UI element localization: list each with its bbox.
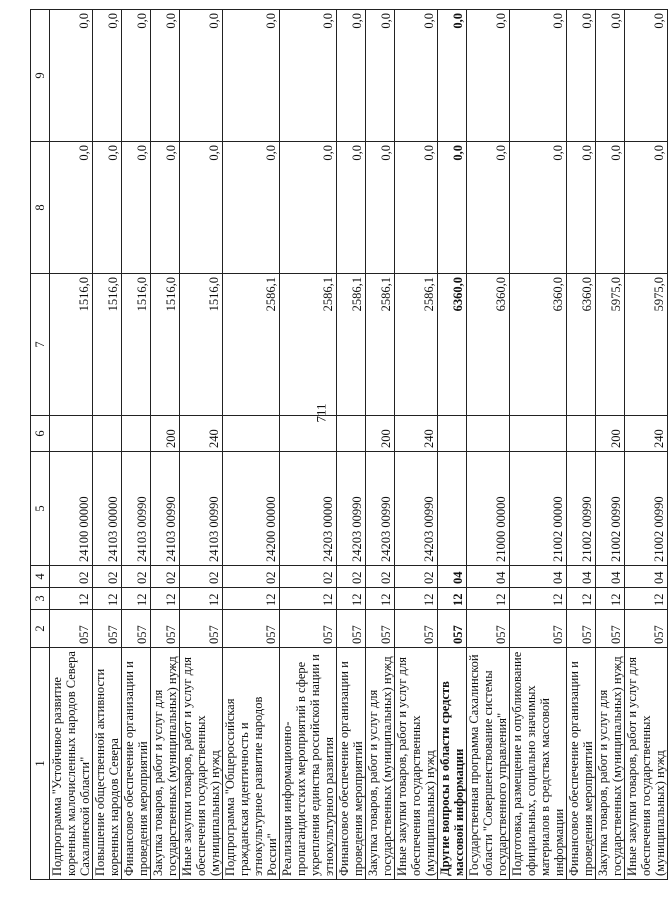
row-name: Подпрограмма "Общероссийская гражданская идентичность и этнокультурное развитие народов России": [223, 648, 280, 880]
row-amount-1: 2586,1: [280, 274, 337, 416]
row-expense-type: [223, 416, 280, 452]
row-amount-1: 1516,0: [180, 274, 223, 416]
row-amount-3: 0,0: [122, 10, 151, 142]
row-name: Подготовка, размещение и опубликование официальных, социально значимых материалов в средствах массовой информации: [510, 648, 567, 880]
row-amount-2: 0,0: [567, 142, 596, 274]
row-amount-2: 0,0: [366, 142, 395, 274]
row-name: Закупка товаров, работ и услуг для государственных (муниципальных) нужд: [151, 648, 180, 880]
row-admin-code: 057: [510, 610, 567, 648]
col-header-8: 8: [31, 142, 50, 274]
row-subsection: 02: [50, 566, 93, 588]
row-subsection: 04: [625, 566, 668, 588]
row-expense-type: [337, 416, 366, 452]
row-expense-type: 240: [180, 416, 223, 452]
row-amount-2: 0,0: [50, 142, 93, 274]
row-amount-3: 0,0: [366, 10, 395, 142]
row-target-article: 24203 00990: [337, 452, 366, 566]
row-section: 12: [438, 588, 467, 610]
row-amount-2: 0,0: [280, 142, 337, 274]
row-admin-code: 057: [366, 610, 395, 648]
row-admin-code: 057: [50, 610, 93, 648]
row-expense-type: 200: [596, 416, 625, 452]
row-subsection: 02: [395, 566, 438, 588]
row-amount-1: 5975,0: [625, 274, 668, 416]
row-section: 12: [280, 588, 337, 610]
row-target-article: [438, 452, 467, 566]
row-amount-3: 0,0: [280, 10, 337, 142]
row-name: Иные закупки товаров, работ и услуг для обеспечения государственных (муниципальных) нужд: [180, 648, 223, 880]
row-expense-type: 200: [151, 416, 180, 452]
table-row: [50, 10, 93, 880]
row-section: 12: [567, 588, 596, 610]
row-amount-3: 0,0: [625, 10, 668, 142]
row-subsection: 02: [93, 566, 122, 588]
row-section: 12: [467, 588, 510, 610]
row-expense-type: [438, 416, 467, 452]
row-target-article: 24203 00990: [366, 452, 395, 566]
row-amount-2: 0,0: [93, 142, 122, 274]
rotated-page: [30, 10, 667, 880]
table-row: [467, 10, 510, 880]
row-amount-3: 0,0: [467, 10, 510, 142]
row-name: Подпрограмма "Устойчивое развитие коренных малочисленных народов Севера Сахалинской области": [50, 648, 93, 880]
row-expense-type: 240: [625, 416, 668, 452]
row-target-article: 21002 00990: [596, 452, 625, 566]
row-admin-code: 057: [438, 610, 467, 648]
row-admin-code: 057: [596, 610, 625, 648]
table-row: [93, 10, 122, 880]
row-amount-2: 0,0: [510, 142, 567, 274]
table-row: [337, 10, 366, 880]
row-target-article: 24100 00000: [50, 452, 93, 566]
row-section: 12: [366, 588, 395, 610]
row-amount-1: 5975,0: [596, 274, 625, 416]
row-subsection: 02: [366, 566, 395, 588]
row-section: 12: [625, 588, 668, 610]
col-header-2: 2: [31, 610, 50, 648]
row-section: 12: [510, 588, 567, 610]
row-admin-code: 057: [223, 610, 280, 648]
col-header-3: 3: [31, 588, 50, 610]
row-amount-2: 0,0: [337, 142, 366, 274]
row-target-article: 21002 00990: [567, 452, 596, 566]
col-header-6: 6: [31, 416, 50, 452]
row-name: Иные закупки товаров, работ и услуг для обеспечения государственных (муниципальных) нужд: [395, 648, 438, 880]
table-row: [567, 10, 596, 880]
row-admin-code: 057: [567, 610, 596, 648]
row-admin-code: 057: [280, 610, 337, 648]
row-amount-2: 0,0: [395, 142, 438, 274]
col-header-5: 5: [31, 452, 50, 566]
row-name: Финансовое обеспечение организации и проведения мероприятий: [337, 648, 366, 880]
row-section: 12: [93, 588, 122, 610]
row-name: Иные закупки товаров, работ и услуг для обеспечения государственных (муниципальных) нужд: [625, 648, 668, 880]
row-amount-3: 0,0: [567, 10, 596, 142]
col-header-4: 4: [31, 566, 50, 588]
row-admin-code: 057: [151, 610, 180, 648]
row-name: Государственная программа Сахалинской области "Совершенствование системы государственного управления": [467, 648, 510, 880]
row-name: Закупка товаров, работ и услуг для государственных (муниципальных) нужд: [596, 648, 625, 880]
row-amount-2: 0,0: [625, 142, 668, 274]
row-subsection: 02: [122, 566, 151, 588]
row-expense-type: [50, 416, 93, 452]
row-amount-2: 0,0: [596, 142, 625, 274]
row-amount-1: 2586,1: [337, 274, 366, 416]
row-name: Финансовое обеспечение организации и проведения мероприятий: [567, 648, 596, 880]
row-section: 12: [337, 588, 366, 610]
row-amount-3: 0,0: [510, 10, 567, 142]
row-amount-2: 0,0: [438, 142, 467, 274]
row-section: 12: [122, 588, 151, 610]
page-number: 711: [313, 403, 329, 423]
row-amount-3: 0,0: [395, 10, 438, 142]
table-row: [122, 10, 151, 880]
row-expense-type: [510, 416, 567, 452]
row-amount-1: 6360,0: [510, 274, 567, 416]
row-subsection: 02: [180, 566, 223, 588]
table-row: [510, 10, 567, 880]
row-amount-1: 2586,1: [223, 274, 280, 416]
row-name: Реализация информационно-пропагандистских мероприятий в сфере укрепления единства российской нации и этнокультурного развития: [280, 648, 337, 880]
row-amount-2: 0,0: [151, 142, 180, 274]
row-subsection: 02: [337, 566, 366, 588]
row-target-article: 21000 00000: [467, 452, 510, 566]
row-subsection: 02: [223, 566, 280, 588]
row-admin-code: 057: [625, 610, 668, 648]
row-admin-code: 057: [395, 610, 438, 648]
row-expense-type: [280, 416, 337, 452]
row-section: 12: [596, 588, 625, 610]
row-expense-type: [122, 416, 151, 452]
row-admin-code: 057: [467, 610, 510, 648]
row-admin-code: 057: [337, 610, 366, 648]
row-target-article: 24103 00990: [151, 452, 180, 566]
row-amount-1: 2586,1: [366, 274, 395, 416]
row-amount-1: 6360,0: [438, 274, 467, 416]
row-target-article: 24103 00990: [122, 452, 151, 566]
table-row: [180, 10, 223, 880]
table-row: [438, 10, 467, 880]
row-expense-type: 200: [366, 416, 395, 452]
row-section: 12: [395, 588, 438, 610]
row-subsection: 04: [438, 566, 467, 588]
budget-table: [30, 9, 668, 880]
row-subsection: 02: [280, 566, 337, 588]
row-section: 12: [223, 588, 280, 610]
row-name: Повышение общественной активности коренных народов Севера: [93, 648, 122, 880]
table-row: [395, 10, 438, 880]
row-amount-3: 0,0: [151, 10, 180, 142]
row-target-article: 24203 00000: [280, 452, 337, 566]
table-row: [625, 10, 668, 880]
row-subsection: 02: [151, 566, 180, 588]
row-amount-3: 0,0: [180, 10, 223, 142]
row-amount-3: 0,0: [438, 10, 467, 142]
row-target-article: 24203 00990: [395, 452, 438, 566]
row-amount-3: 0,0: [223, 10, 280, 142]
row-expense-type: [567, 416, 596, 452]
row-target-article: 24103 00000: [93, 452, 122, 566]
row-target-article: 24103 00990: [180, 452, 223, 566]
row-amount-3: 0,0: [93, 10, 122, 142]
row-subsection: 04: [567, 566, 596, 588]
row-amount-2: 0,0: [467, 142, 510, 274]
row-amount-1: 6360,0: [567, 274, 596, 416]
row-amount-2: 0,0: [122, 142, 151, 274]
table-body: [50, 10, 668, 880]
row-name: Финансовое обеспечение организации и проведения мероприятий: [122, 648, 151, 880]
row-name: Другие вопросы в области средств массовой информации: [438, 648, 467, 880]
table-row: [366, 10, 395, 880]
row-amount-2: 0,0: [180, 142, 223, 274]
row-amount-1: 2586,1: [395, 274, 438, 416]
row-section: 12: [151, 588, 180, 610]
row-amount-3: 0,0: [50, 10, 93, 142]
row-target-article: 21002 00990: [625, 452, 668, 566]
row-target-article: 24200 00000: [223, 452, 280, 566]
table-row: [151, 10, 180, 880]
row-subsection: 04: [510, 566, 567, 588]
row-amount-2: 0,0: [223, 142, 280, 274]
col-header-1: 1: [31, 648, 50, 880]
header-row: [31, 10, 50, 880]
row-amount-1: 1516,0: [93, 274, 122, 416]
row-name: Закупка товаров, работ и услуг для государственных (муниципальных) нужд: [366, 648, 395, 880]
row-admin-code: 057: [122, 610, 151, 648]
row-target-article: 21002 00000: [510, 452, 567, 566]
row-expense-type: [467, 416, 510, 452]
row-expense-type: [93, 416, 122, 452]
row-amount-1: 6360,0: [467, 274, 510, 416]
col-header-9: 9: [31, 10, 50, 142]
row-admin-code: 057: [180, 610, 223, 648]
row-amount-3: 0,0: [337, 10, 366, 142]
row-amount-1: 1516,0: [122, 274, 151, 416]
row-amount-3: 0,0: [596, 10, 625, 142]
row-section: 12: [50, 588, 93, 610]
row-subsection: 04: [467, 566, 510, 588]
row-expense-type: 240: [395, 416, 438, 452]
table-row: [223, 10, 280, 880]
row-section: 12: [180, 588, 223, 610]
table-row: [596, 10, 625, 880]
table-row: [280, 10, 337, 880]
row-admin-code: 057: [93, 610, 122, 648]
row-amount-1: 1516,0: [151, 274, 180, 416]
row-amount-1: 1516,0: [50, 274, 93, 416]
col-header-7: 7: [31, 274, 50, 416]
row-subsection: 04: [596, 566, 625, 588]
